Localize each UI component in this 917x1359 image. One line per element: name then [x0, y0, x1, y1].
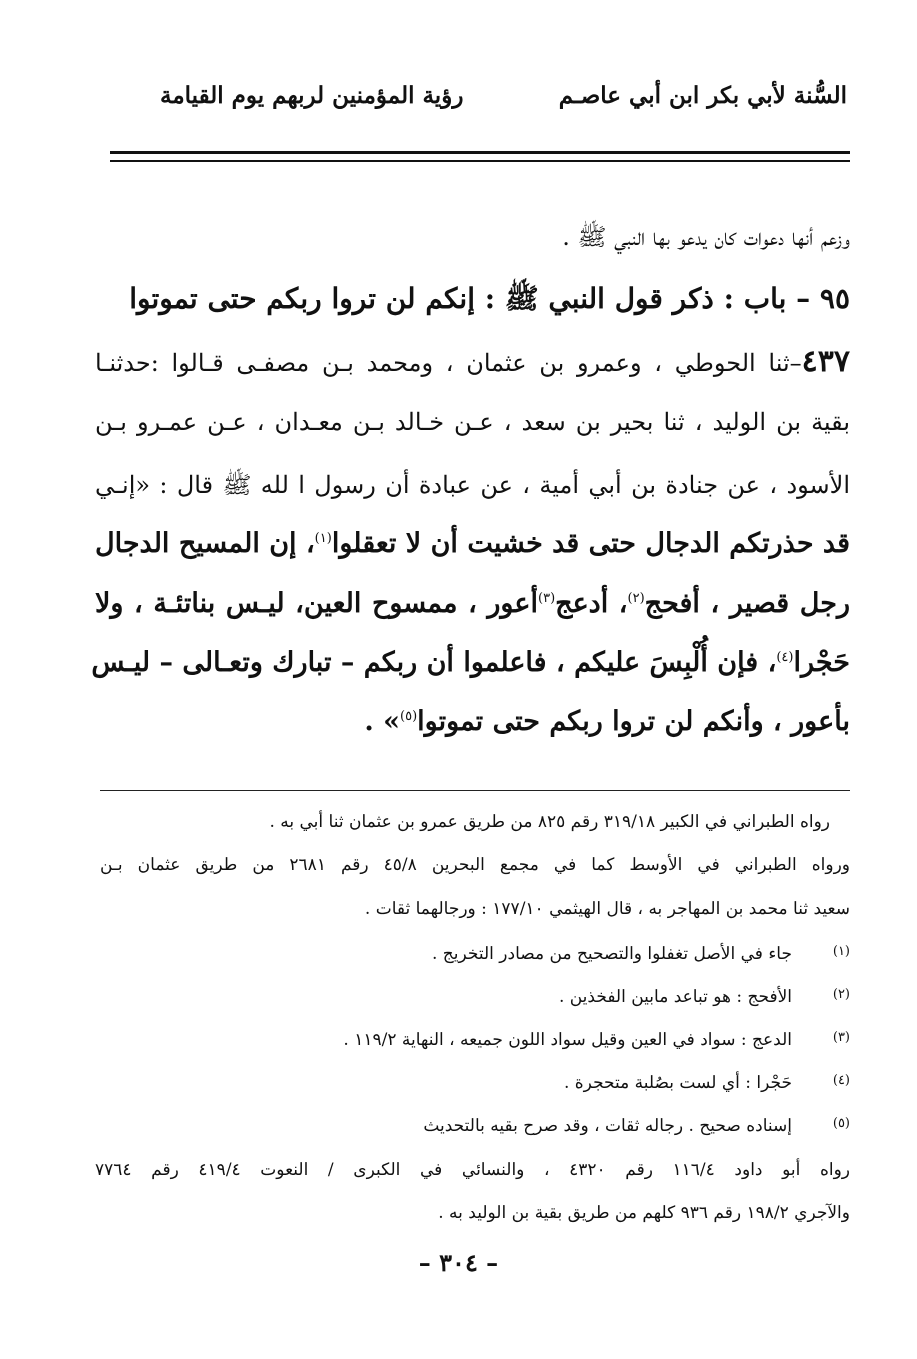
- footnote-2: [559, 987, 850, 1007]
- matn-part-1: قد حذرتكم الدجال حتى قد خشيت أن لا تعقلوا: [331, 528, 850, 559]
- footnote-2-mark: (٢): [832, 987, 850, 1002]
- chapter-heading: ٩٥ – باب : ذكر قول النبي ﷺ : إنكم لن تروا ربكم حتى تموتوا: [129, 282, 850, 315]
- matn-part-5: أعور ، ممسوح العين، ليـس بناتئـة ، ولا: [95, 588, 538, 619]
- matn-part-8: بأعور ، وأنكم لن تروا ربكم حتى تموتوا: [417, 706, 850, 737]
- footnote-4-text: حَجْرا : أي لست بصُلبة متحجرة .: [563, 1073, 792, 1093]
- isnad-part-1: –ثنا الحوطي ، وعمرو بن عثمان ، ومحمد بـن مصفـى قـالوا :حدثنـا: [95, 349, 802, 377]
- footnote-3-mark: (٣): [832, 1030, 850, 1045]
- footnote-intro-line-1: رواه الطبراني في الكبير ٣١٩/١٨ رقم ٨٢٥ من طريق عمرو بن عثمان ثنا أبي به .: [269, 812, 830, 832]
- footnote-marker-3: (٣): [538, 591, 556, 606]
- hadith-number: ٤٣٧: [801, 344, 850, 379]
- footnote-4-mark: (٤): [832, 1073, 850, 1088]
- matn-part-9: » .: [364, 706, 401, 737]
- text-line-7: [91, 647, 850, 678]
- text-line-8: [364, 706, 850, 737]
- footnote-3-text: الدعج : سواد في العين وقيل سواد اللون جميعه ، النهاية ١١٩/٢ .: [343, 1030, 792, 1050]
- matn-part-4: ، أدعج: [555, 588, 628, 619]
- footnote-marker-1: (١): [314, 531, 332, 546]
- running-header-book-title: السُّنة لأبي بكر ابن أبي عاصـم: [558, 82, 847, 109]
- running-header-chapter-title: رؤية المؤمنين لربهم يوم القيامة: [160, 82, 464, 109]
- footnote-marker-2: (٢): [627, 591, 645, 606]
- text-line-6: [95, 588, 850, 619]
- matn-part-3: رجل قصير ، أفحج: [644, 588, 850, 619]
- page-number: – ٣٠٤ –: [418, 1248, 499, 1277]
- header-rule-thick: [110, 151, 850, 154]
- text-line-5: [95, 528, 850, 559]
- footnote-1-mark: (١): [832, 944, 850, 959]
- text-line-2: [95, 344, 850, 379]
- matn-part-6: حَجْرا: [793, 647, 850, 678]
- footnote-intro-line-2: ورواه الطبراني في الأوسط كما في مجمع البحرين ٤٥/٨ رقم ٢٦٨١ من طريق عثمان بـن: [100, 855, 851, 875]
- footnote-intro-line-3: سعيد ثنا محمد بن المهاجر به ، قال الهيثمي ١٧٧/١٠ : ورجالهما ثقات .: [364, 899, 850, 919]
- matn-part-2: ، إن المسيح الدجال: [94, 528, 315, 559]
- text-line-1: وزعم أنها دعوات كان يدعو بها النبي ﷺ .: [562, 223, 850, 251]
- footnote-4: [564, 1073, 850, 1093]
- footnote-separator: [100, 790, 850, 791]
- footnote-5-line-2: رواه أبو داود ١١٦/٤ رقم ٤٣٢٠ ، والنسائي في الكبرى / النعوت ٤١٩/٤ رقم ٧٧٦٤: [95, 1160, 850, 1180]
- text-line-3: بقية بن الوليد ، ثنا بحير بن سعد ، عـن خـالد بـن معـدان ، عـن عمـرو بـن: [95, 408, 850, 436]
- footnote-5-text: إسناده صحيح . رجاله ثقات ، وقد صرح بقيه بالتحديث: [423, 1116, 792, 1136]
- footnote-5: [423, 1116, 850, 1136]
- footnote-1: [432, 944, 850, 964]
- footnote-1-text: جاء في الأصل تغفلوا والتصحيح من مصادر التخريج .: [431, 944, 792, 964]
- footnote-5-mark: (٥): [832, 1116, 850, 1131]
- header-rule-thin: [110, 160, 850, 162]
- matn-part-7: ، فإن أُلْبِسَ عليكم ، فاعلموا أن ربكم – تبارك وتعـالى – ليـس: [91, 647, 777, 678]
- footnote-3: [343, 1030, 850, 1050]
- footnote-marker-5: (٥): [400, 709, 418, 724]
- footnote-5-line-3: والآجري ١٩٨/٢ رقم ٩٣٦ كلهم من طريق بقية بن الوليد به .: [438, 1203, 850, 1223]
- footnote-2-text: الأفحج : هو تباعد مابين الفخذين .: [558, 987, 792, 1007]
- text-line-4: الأسود ، عن جنادة بن أبي أمية ، عن عبادة أن رسول ا لله ﷺ قال : «إنـي: [95, 471, 850, 499]
- footnote-marker-4: (٤): [776, 650, 794, 665]
